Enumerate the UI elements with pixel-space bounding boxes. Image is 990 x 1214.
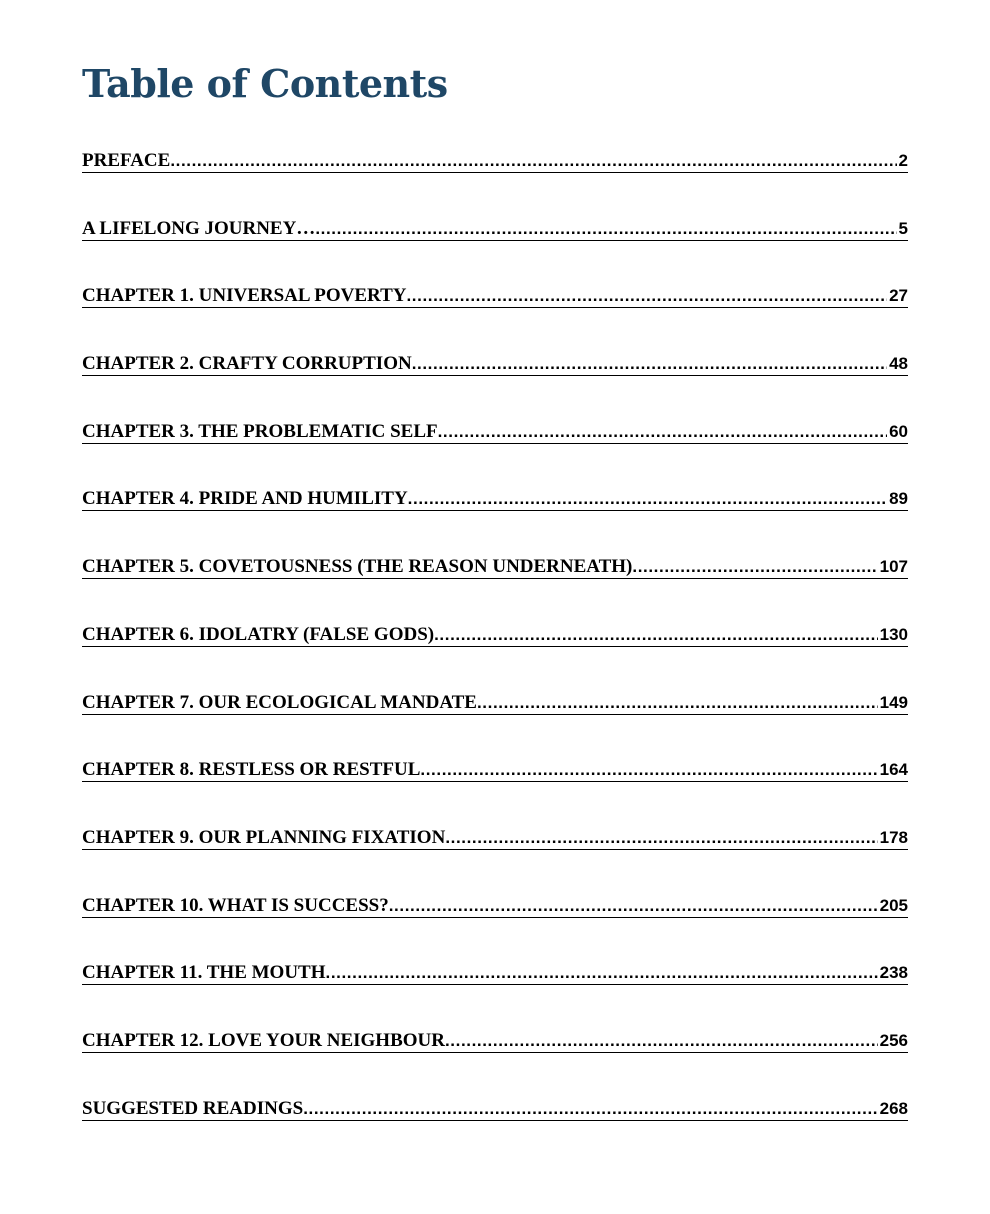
dot-leader xyxy=(389,895,878,917)
toc-entry-chapter-3[interactable] xyxy=(82,421,908,489)
toc-entry-chapter-12[interactable] xyxy=(82,1030,908,1098)
toc-entry-label: CHAPTER 12. LOVE YOUR NEIGHBOUR xyxy=(82,1029,445,1051)
toc-entry-label: PREFACE xyxy=(82,150,171,171)
page-title: Table of Contents xyxy=(82,61,448,106)
toc-page-number: 5 xyxy=(897,218,908,241)
dot-leader xyxy=(420,759,877,781)
toc-entry-lifelong-journey[interactable] xyxy=(82,218,908,286)
toc-entry-chapter-9[interactable] xyxy=(82,827,908,895)
toc-entry-label: CHAPTER 4. PRIDE AND HUMILITY xyxy=(82,488,408,510)
toc-page-number: 130 xyxy=(878,624,908,647)
toc-page-number: 2 xyxy=(897,150,908,173)
toc-list xyxy=(82,150,908,1165)
toc-page-number: 60 xyxy=(887,421,908,444)
toc-page-number: 268 xyxy=(878,1098,908,1121)
dot-leader xyxy=(315,218,896,240)
toc-entry-chapter-7[interactable] xyxy=(82,692,908,760)
dot-leader xyxy=(170,150,896,172)
toc-entry-chapter-2[interactable] xyxy=(82,353,908,421)
toc-entry-label: CHAPTER 3. THE PROBLEMATIC SELF xyxy=(82,420,438,442)
toc-entry-label: CHAPTER 10. WHAT IS SUCCESS? xyxy=(82,894,389,916)
dot-leader xyxy=(326,962,878,984)
dot-leader xyxy=(445,1030,878,1052)
toc-entry-label: CHAPTER 9. OUR PLANNING FIXATION xyxy=(82,826,446,848)
toc-page-number: 48 xyxy=(887,353,908,376)
toc-entry-label: CHAPTER 1. UNIVERSAL POVERTY xyxy=(82,285,407,307)
dot-leader xyxy=(412,353,887,375)
dot-leader xyxy=(477,692,878,714)
toc-entry-label: CHAPTER 6. IDOLATRY (FALSE GODS) xyxy=(82,623,435,645)
toc-page-number: 27 xyxy=(887,285,908,308)
toc-entry-preface[interactable] xyxy=(82,150,908,218)
toc-entry-suggested-readings[interactable] xyxy=(82,1098,908,1166)
dot-leader xyxy=(303,1098,877,1120)
toc-entry-chapter-11[interactable] xyxy=(82,962,908,1030)
dot-leader xyxy=(632,556,877,578)
toc-page-number: 256 xyxy=(878,1030,908,1053)
toc-entry-chapter-1[interactable] xyxy=(82,285,908,353)
toc-entry-chapter-4[interactable] xyxy=(82,488,908,556)
toc-entry-chapter-5[interactable] xyxy=(82,556,908,624)
toc-page-number: 149 xyxy=(878,692,908,715)
toc-entry-label: CHAPTER 11. THE MOUTH xyxy=(82,962,326,984)
toc-entry-chapter-6[interactable] xyxy=(82,624,908,692)
dot-leader xyxy=(438,421,887,443)
toc-page-number: 238 xyxy=(878,962,908,985)
dot-leader xyxy=(434,624,878,646)
toc-entry-label: CHAPTER 5. COVETOUSNESS (THE REASON UNDERNEATH) xyxy=(82,556,633,578)
dot-leader xyxy=(406,285,887,307)
dot-leader xyxy=(408,488,887,510)
toc-entry-chapter-8[interactable] xyxy=(82,759,908,827)
toc-page-number: 107 xyxy=(878,556,908,579)
toc-entry-label: CHAPTER 2. CRAFTY CORRUPTION xyxy=(82,353,412,375)
toc-page-number: 178 xyxy=(878,827,908,850)
toc-entry-chapter-10[interactable] xyxy=(82,895,908,963)
toc-entry-label: CHAPTER 7. OUR ECOLOGICAL MANDATE xyxy=(82,691,477,713)
toc-entry-label: CHAPTER 8. RESTLESS OR RESTFUL xyxy=(82,759,421,781)
toc-page-number: 205 xyxy=(878,895,908,918)
toc-entry-label: SUGGESTED READINGS xyxy=(82,1097,304,1119)
dot-leader xyxy=(445,827,877,849)
toc-entry-label: A LIFELONG JOURNEY… xyxy=(82,217,316,239)
toc-page-number: 164 xyxy=(878,759,908,782)
toc-page-number: 89 xyxy=(887,488,908,511)
